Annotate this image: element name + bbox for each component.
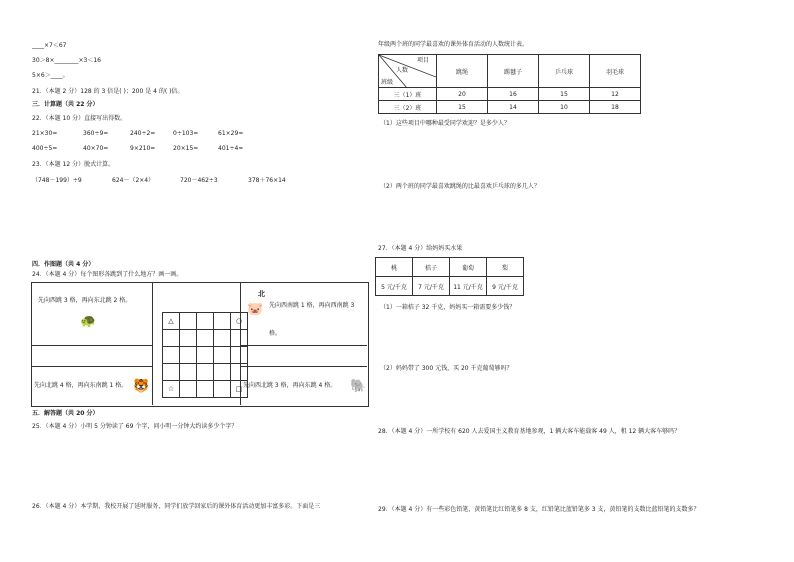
header-people: 人数	[396, 67, 409, 74]
fruit-price: 9 元/千克	[487, 277, 524, 296]
column-header: 踢毽子	[488, 55, 539, 88]
table-cell: 15	[539, 88, 590, 101]
blank-line-3: 5×6＞____。	[32, 72, 69, 79]
section-3-title: 三．计算题（共 22 分）	[32, 101, 99, 108]
turtle-icon: 🐢	[80, 314, 97, 329]
pig-icon: 🐷	[247, 302, 264, 317]
fruit-price: 7 元/千克	[413, 277, 450, 296]
q26-continuation: 年级两个班的同学最喜欢的课外体育活动的人数统计表。	[378, 41, 529, 48]
section-5-title: 五．解答题（共 20 分）	[32, 410, 99, 417]
question-25: 25．（本题 4 分）小明 5 分钟读了 69 个字，问小明一分钟大约读多少个字？	[32, 423, 238, 430]
fruit-name: 梨	[487, 258, 524, 277]
table-cell: 10	[539, 101, 590, 114]
question-29: 29．（本题 4 分）有一些彩色铅笔，黄铅笔比红铅笔多 8 支，红铅笔比蓝铅笔多 3 支，黄铅笔的支数比蓝铅笔的支数多？	[378, 506, 700, 513]
calc-item: 20×15=	[173, 145, 199, 152]
table-cell: 20	[437, 88, 488, 101]
figure-divider	[31, 366, 152, 367]
tiger-icon: 🐯	[133, 379, 150, 394]
figure-divider	[240, 345, 367, 346]
expression-item: （748－199）÷9	[32, 177, 82, 184]
subquestion-2: （2）两个班的同学最喜欢跳绳的比最喜欢乒乓球的多几人？	[380, 183, 540, 190]
figure-divider	[152, 282, 153, 405]
calc-item: 360÷9=	[83, 130, 109, 137]
row-label: 三（2）班	[379, 101, 437, 114]
calc-item: 0÷103=	[173, 130, 199, 137]
figure-divider	[31, 345, 152, 346]
question-26: 26．（本题 4 分）本学期，我校开展了延时服务，同学们放学回家后的课外体育活动更加丰富多彩。下面是三	[32, 503, 321, 510]
subquestion-1: （1）这些项目中哪种最受同学欢迎？是多少人？	[380, 120, 510, 127]
row-label: 三（1）班	[379, 88, 437, 101]
column-header: 乒乓球	[539, 55, 590, 88]
question-21: 21．（本题 2 分）128 的 3 倍是( )；200 是 4 的( )倍。	[32, 88, 184, 95]
column-header: 羽毛球	[590, 55, 641, 88]
fruit-price-table	[375, 257, 524, 296]
subquestion-27-1: （1）一箱桔子 32 千克，妈妈买一箱需要多少钱？	[380, 304, 516, 311]
section-4-title: 四．作图题（共 4 分）	[32, 261, 95, 268]
question-27: 27．（本题 4 分）给妈妈买水果	[378, 245, 463, 252]
column-header: 跳绳	[437, 55, 488, 88]
pig-instruction-line1: 先向西南跳 1 格，再向西南跳 3	[269, 302, 355, 309]
grid-cell: ○	[231, 313, 248, 330]
question-24: 24．（本题 4 分）每个图形各跳到了什么地方？画一画。	[32, 271, 183, 278]
blank-line-1: ____×7＜67	[32, 42, 67, 49]
table-cell: 18	[590, 101, 641, 114]
blank-line-2: 30＞8×________×3＜16	[32, 57, 101, 64]
fruit-price: 5 元/千克	[376, 277, 413, 296]
calc-item: 61×29≈	[218, 130, 244, 137]
question-22: 22．（本题 10 分）直接写出得数。	[32, 115, 127, 122]
header-class: 班级	[381, 79, 394, 86]
calc-item: 240÷2=	[130, 130, 156, 137]
calc-item: 40×70=	[83, 145, 109, 152]
expression-item: 720－462÷3	[180, 177, 218, 184]
calc-item: 401÷4≈	[218, 145, 244, 152]
turtle-instruction: 先向西跳 3 格，再向东北跳 2 格。	[38, 297, 132, 304]
table-cell: 15	[437, 101, 488, 114]
tiger-instruction: 先向北跳 4 格，再向东南跳 1 格。	[34, 382, 128, 389]
sports-table	[378, 54, 641, 114]
grid-cell: △	[163, 313, 180, 330]
movement-grid	[162, 312, 248, 398]
fruit-name: 桔子	[413, 258, 450, 277]
pig-instruction-line2: 格。	[269, 330, 282, 337]
north-label: 北	[258, 290, 265, 298]
subquestion-27-2: （2）妈妈带了 300 元钱，买 20 千克葡萄够吗？	[380, 365, 513, 372]
table-cell: 14	[488, 101, 539, 114]
fruit-name: 葡萄	[450, 258, 487, 277]
fruit-price: 11 元/千克	[450, 277, 487, 296]
table-corner-header	[379, 55, 437, 88]
expression-item: 624－（2×4）	[112, 177, 155, 184]
calc-item: 400÷5=	[32, 145, 58, 152]
grid-cell: ☆	[163, 381, 180, 398]
table-cell: 12	[590, 88, 641, 101]
calc-item: 21×30=	[32, 130, 58, 137]
table-cell: 16	[488, 88, 539, 101]
figure-divider	[240, 366, 367, 367]
expression-item: 378＋76×14	[248, 177, 286, 184]
grid-cell: □	[231, 381, 248, 398]
header-item: 项目	[417, 57, 430, 64]
calc-item: 9×210=	[130, 145, 156, 152]
elephant-icon: 🐘	[350, 379, 367, 394]
fruit-name: 桃	[376, 258, 413, 277]
question-23: 23．（本题 12 分）脱式计算。	[32, 161, 115, 168]
question-28: 28．（本题 4 分）一所学校有 620 人去爱国主义教育基地参观，1 辆大客车能载客 49 人，租 12 辆大客车够吗？	[378, 428, 681, 435]
elephant-instruction: 先向西北跳 3 格，再向东跳 4 格。	[243, 382, 337, 389]
